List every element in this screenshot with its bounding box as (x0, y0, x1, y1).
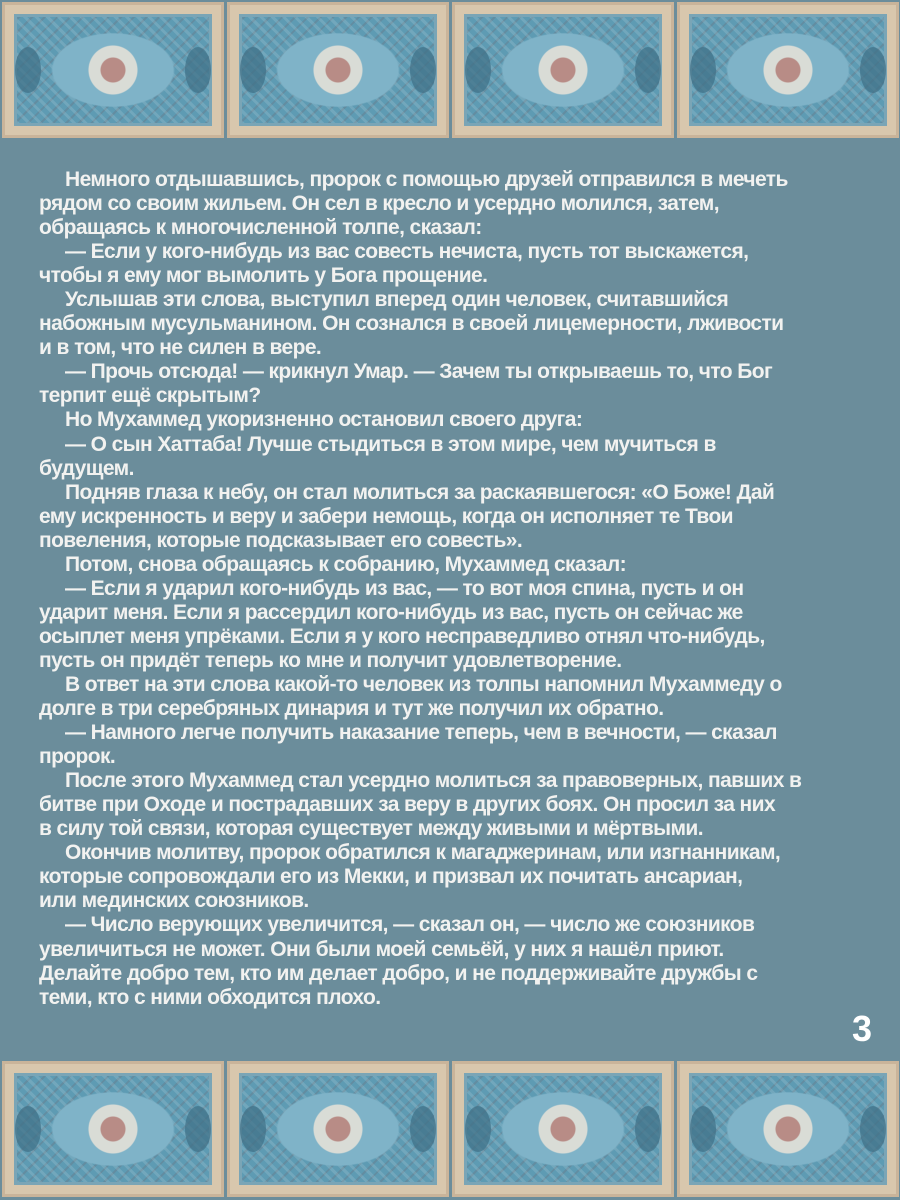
paragraph (39, 168, 869, 240)
text-line: Делайте добро тем, кто им делает добро, и не поддерживайте дружбы с (39, 961, 758, 985)
text-line: которые сопровождали его из Мекки, и призвал их почитать ансариан, (39, 865, 743, 889)
paragraph (39, 433, 869, 481)
text-line: Потом, снова обращаясь к собранию, Мухаммед сказал: (65, 552, 627, 576)
text-line: долге в три серебряных динария и тут же получил их обратно. (39, 697, 664, 721)
carpet-image (227, 1061, 449, 1197)
paragraph (39, 769, 869, 841)
text-line: в силу той связи, которая существует между живыми и мёртвыми. (39, 817, 703, 841)
text-line: — Если я ударил кого-нибудь из вас, — то вот моя спина, пусть и он (65, 576, 744, 600)
paragraph (39, 841, 869, 913)
text-line: — Если у кого-нибудь из вас совесть нечиста, пусть тот выскажется, (65, 240, 749, 264)
text-line: теми, кто с ними обходится плохо. (39, 985, 381, 1009)
text-line: — Число верующих увеличится, — сказал он, — число же союзников (65, 913, 755, 937)
carpet-image (452, 1061, 674, 1197)
paragraph (39, 913, 869, 1009)
paragraph (39, 240, 869, 288)
text-line: будущем. (39, 456, 134, 480)
text-line: — О сын Хаттаба! Лучше стыдиться в этом мире, чем мучиться в (65, 432, 716, 456)
body-text (39, 168, 869, 1010)
text-line: Окончив молитву, пророк обратился к магаджеринам, или изгнанникам, (65, 841, 781, 865)
text-line: увеличиться не может. Они были моей семьёй, у них я нашёл приют. (39, 937, 724, 961)
paragraph (39, 288, 869, 360)
text-line: Но Мухаммед укоризненно остановил своего друга: (65, 408, 583, 432)
paragraph (39, 673, 869, 721)
text-line: набожным мусульманином. Он сознался в своей лицемерности, лживости (39, 312, 784, 336)
paragraph (39, 408, 869, 432)
text-line: битве при Оходе и пострадавших за веру в других боях. Он просил за них (39, 793, 776, 817)
text-line: ему искренность и веру и забери немощь, когда он исполняет те Твои (39, 504, 733, 528)
text-line: повеления, которые подсказывает его совесть». (39, 528, 523, 552)
page-number: 3 (852, 1008, 873, 1049)
carpet-image (2, 2, 224, 138)
top-carpet-banner (0, 2, 900, 140)
text-line: Услышав эти слова, выступил вперед один человек, считавшийся (65, 288, 729, 312)
carpet-image (677, 2, 899, 138)
text-line: После этого Мухаммед стал усердно молиться за правоверных, павших в (65, 769, 802, 793)
text-line: рядом со своим жильем. Он сел в кресло и усердно молился, затем, (39, 192, 719, 216)
text-line: пусть он придёт теперь ко мне и получит удовлетворение. (39, 648, 622, 672)
paragraph (39, 481, 869, 553)
text-line: осыплет меня упрёками. Если я у кого несправедливо отнял что-нибудь, (39, 624, 765, 648)
text-line: — Прочь отсюда! — крикнул Умар. — Зачем ты открываешь то, что Бог (65, 360, 773, 384)
paragraph (39, 577, 869, 673)
text-line: В ответ на эти слова какой-то человек из толпы напомнил Мухаммеду о (65, 672, 782, 696)
text-line: ударит меня. Если я рассердил кого-нибудь из вас, пусть он сейчас же (39, 600, 743, 624)
carpet-image (677, 1061, 899, 1197)
carpet-image (452, 2, 674, 138)
text-line: Подняв глаза к небу, он стал молиться за раскаявшегося: «О Боже! Дай (65, 480, 775, 504)
text-line: и в том, что не силен в вере. (39, 336, 322, 360)
text-line: обращаясь к многочисленной толпе, сказал: (39, 216, 482, 240)
paragraph (39, 721, 869, 769)
text-line: пророк. (39, 745, 116, 769)
text-line: — Намного легче получить наказание теперь, чем в вечности, — сказал (65, 721, 777, 745)
text-line: Немного отдышавшись, пророк с помощью друзей отправился в мечеть (65, 168, 788, 191)
text-line: или мединских союзников. (39, 889, 309, 913)
bottom-carpet-banner (0, 1061, 900, 1199)
carpet-image (227, 2, 449, 138)
text-line: терпит ещё скрытым? (39, 384, 261, 408)
paragraph (39, 553, 869, 577)
text-line: чтобы я ему мог вымолить у Бога прощение. (39, 264, 488, 288)
carpet-image (2, 1061, 224, 1197)
paragraph (39, 360, 869, 408)
